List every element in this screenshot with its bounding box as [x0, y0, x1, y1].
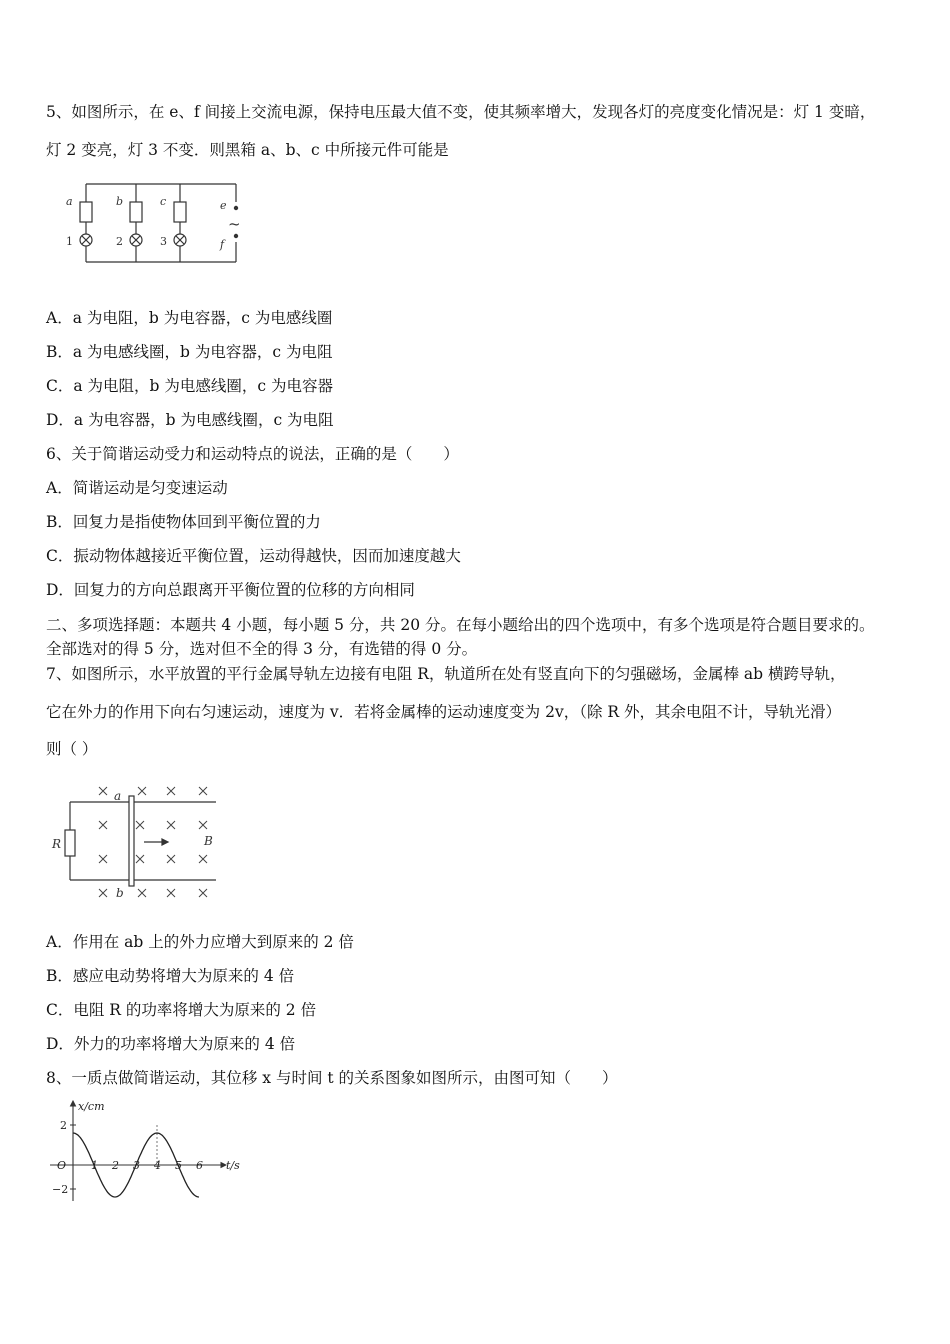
q8-sine-graph	[44, 1095, 254, 1205]
q6-option-a: A．简谐运动是匀变速运动	[46, 479, 228, 497]
q7-stem-line2: 它在外力的作用下向右匀速运动，速度为 v．若将金属棒的运动速度变为 2v，（除 R 外，其余电阻不计，导轨光滑）	[46, 703, 842, 721]
q5-option-d: D．a 为电容器，b 为电感线圈，c 为电阻	[46, 411, 334, 429]
q7-option-a: A．作用在 ab 上的外力应增大到原来的 2 倍	[46, 933, 354, 951]
section2-instructions-line1: 二、多项选择题：本题共 4 小题，每小题 5 分，共 20 分。在每小题给出的四个选项中，有多个选项是符合题目要求的。	[46, 616, 875, 634]
x-axis-label: t/s	[226, 1159, 240, 1172]
q7-option-c: C．电阻 R 的功率将增大为原来的 2 倍	[46, 1001, 317, 1019]
ac-source-symbol: ~	[228, 215, 241, 233]
q8-stem: 8、一质点做简谐运动，其位移 x 与时间 t 的关系图象如图所示，由图可知（ ）	[46, 1069, 618, 1087]
q5-circuit-figure	[44, 172, 256, 272]
q7-option-d: D．外力的功率将增大为原来的 4 倍	[46, 1035, 296, 1053]
label-f: f	[220, 238, 225, 251]
y-tick-neg2: −2	[52, 1183, 69, 1196]
q5-stem-line1: 5、如图所示，在 e、f 间接上交流电源，保持电压最大值不变，使其频率增大，发现各灯的亮度变化情况是：灯 1 变暗，	[46, 103, 876, 121]
q7-stem-line1: 7、如图所示，水平放置的平行金属导轨左边接有电阻 R，轨道所在处有竖直向下的匀强磁场，金属棒 ab 横跨导轨，	[46, 665, 846, 683]
x-tick-label: 2	[112, 1159, 119, 1172]
x-tick-label: 6	[196, 1159, 203, 1172]
q5-option-c: C．a 为电阻，b 为电感线圈，c 为电容器	[46, 377, 333, 395]
q6-option-b: B．回复力是指使物体回到平衡位置的力	[46, 513, 321, 531]
label-a: a	[66, 195, 73, 208]
q5-option-b: B．a 为电感线圈，b 为电容器，c 为电阻	[46, 343, 333, 361]
label-b: b	[116, 195, 124, 208]
q5-option-a: A．a 为电阻，b 为电容器，c 为电感线圈	[46, 309, 333, 327]
label-field-b: B	[204, 834, 213, 848]
q7-option-b: B．感应电动势将增大为原来的 4 倍	[46, 967, 295, 985]
q7-rail-figure	[48, 780, 228, 906]
origin-label: O	[57, 1159, 67, 1172]
q5-stem-line2: 灯 2 变亮，灯 3 不变．则黑箱 a、b、c 中所接元件可能是	[46, 141, 449, 159]
label-c: c	[160, 195, 167, 208]
label-lamp-2: 2	[116, 235, 123, 248]
q6-option-d: D．回复力的方向总跟离开平衡位置的位移的方向相同	[46, 581, 415, 599]
q7-stem-line3: 则（ ）	[46, 740, 98, 758]
q6-stem: 6、关于简谐运动受力和运动特点的说法，正确的是（ ）	[46, 445, 459, 463]
label-e: e	[220, 199, 227, 212]
label-b: b	[116, 886, 124, 900]
x-tick-label: 1	[91, 1159, 98, 1172]
x-tick-label: 3	[133, 1159, 140, 1172]
label-lamp-3: 3	[160, 235, 167, 248]
label-lamp-1: 1	[66, 235, 73, 248]
label-a: a	[114, 789, 122, 803]
label-r: R	[52, 837, 62, 851]
section2-instructions-line2: 全部选对的得 5 分，选对但不全的得 3 分，有选错的得 0 分。	[46, 640, 478, 658]
y-axis-label: x/cm	[78, 1100, 105, 1113]
y-tick-2: 2	[60, 1119, 67, 1132]
x-tick-label: 4	[154, 1159, 161, 1172]
x-tick-label: 5	[175, 1159, 182, 1172]
q6-option-c: C．振动物体越接近平衡位置，运动得越快，因而加速度越大	[46, 547, 461, 565]
